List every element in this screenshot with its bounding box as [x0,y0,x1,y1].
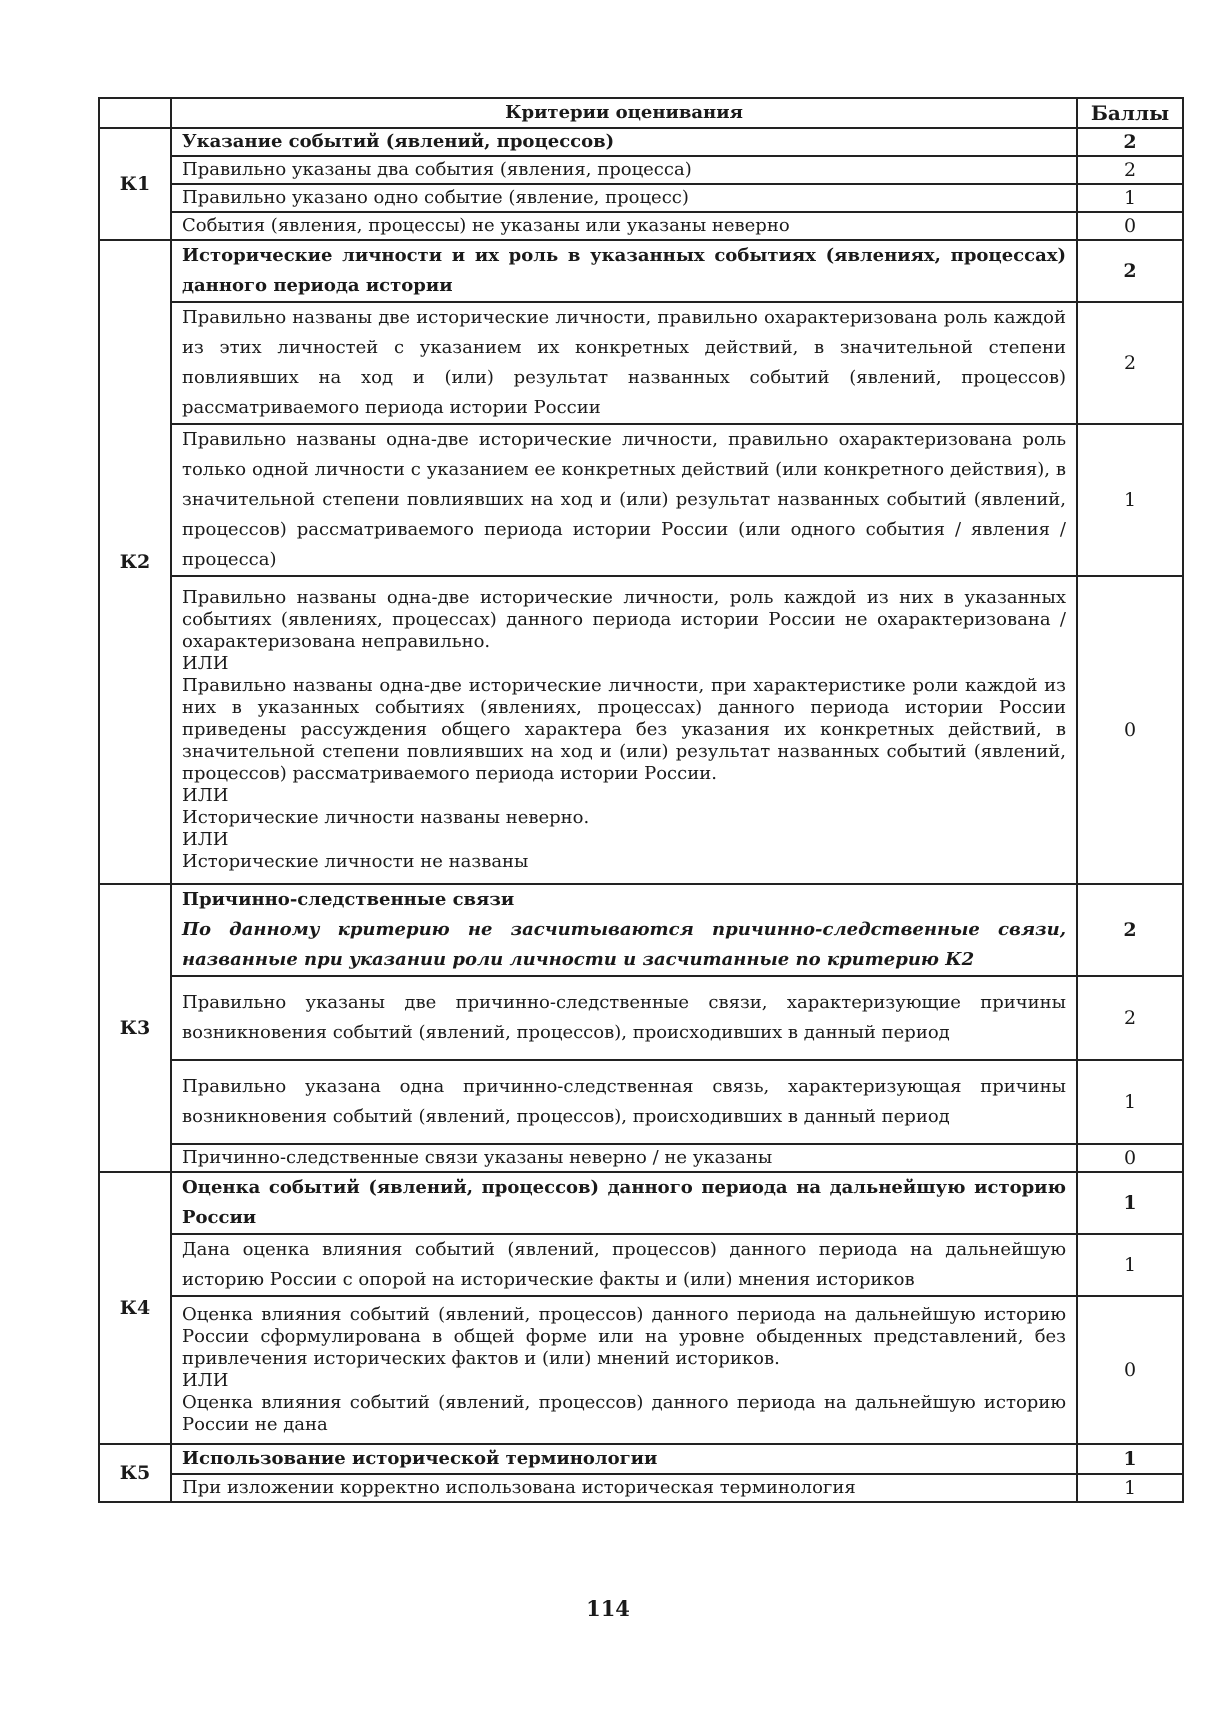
criteria-row [99,1444,1183,1474]
criteria-row [99,240,1183,302]
criterion-points: 2 [1077,302,1183,424]
or-separator: ИЛИ [182,1370,229,1391]
criteria-row [99,212,1183,240]
criterion-points: 1 [1077,1474,1183,1502]
or-separator: ИЛИ [182,785,229,806]
criterion-points: 1 [1077,1234,1183,1296]
criterion-points: 0 [1077,1296,1183,1444]
criterion-code: К4 [99,1172,171,1444]
criterion-description [171,1474,1077,1502]
criterion-description [171,576,1077,884]
criteria-row [99,302,1183,424]
criterion-points: 1 [1077,184,1183,212]
criterion-code: К2 [99,240,171,884]
header-code-cell [99,98,171,128]
criterion-text: При изложении корректно использована историческая терминология [182,1477,856,1498]
criterion-description [171,1296,1077,1444]
criterion-text: Правильно названы одна-две исторические личности, при характеристике роли каждой из них в указанных событиях (явлениях, процессах) данного периода истории России приведены рассуждения общего характера без указания их конкретных действий, в значительной степени повлиявших на ход и (или) результат названных событий (явлений, процессов) рассматриваемого периода истории России. [182,675,1066,784]
header-points: Баллы [1077,98,1183,128]
criterion-text: Исторические личности не названы [182,851,529,872]
criterion-text: Указание событий (явлений, процессов) [182,131,615,152]
criterion-points: 2 [1077,128,1183,156]
criterion-text: Правильно названы одна-две исторические личности, роль каждой из них в указанных событиях (явлениях, процессах) данного периода истории России не охарактеризована / охарактеризована неправильно. [182,587,1066,652]
criterion-text: Исторические личности и их роль в указанных событиях (явлениях, процессах) данного периода истории [182,245,1066,296]
criterion-points: 1 [1077,1444,1183,1474]
criterion-description [171,184,1077,212]
or-separator: ИЛИ [182,829,229,850]
criteria-row [99,1060,1183,1144]
criterion-text: Оценка влияния событий (явлений, процессов) данного периода на дальнейшую историю России не дана [182,1392,1066,1435]
criterion-text: Причинно-следственные связи указаны неверно / не указаны [182,1147,773,1168]
criterion-text: Дана оценка влияния событий (явлений, процессов) данного периода на дальнейшую историю России с опорой на исторические факты и (или) мнения историков [182,1239,1066,1290]
criterion-description [171,156,1077,184]
criterion-description [171,302,1077,424]
criterion-text: Правильно указана одна причинно-следственная связь, характеризующая причины возникновения событий (явлений, процессов), происходивших в данный период [182,1076,1066,1127]
criterion-text: Правильно названы две исторические личности, правильно охарактеризована роль каждой из этих личностей с указанием их конкретных действий, в значительной степени повлиявших на ход и (или) результат названных событий (явлений, процессов) рассматриваемого периода истории России [182,307,1066,418]
criterion-points: 2 [1077,156,1183,184]
criterion-points: 1 [1077,1060,1183,1144]
criterion-text: Использование исторической терминологии [182,1448,658,1469]
criteria-row [99,884,1183,976]
criterion-text: Оценка событий (явлений, процессов) данного периода на дальнейшую историю России [182,1177,1066,1228]
criterion-points: 2 [1077,240,1183,302]
criterion-note: По данному критерию не засчитываются причинно-следственные связи, названные при указании роли личности и засчитанные по критерию К2 [182,919,1066,970]
criteria-row [99,1474,1183,1502]
criteria-row [99,1172,1183,1234]
page-number: 114 [586,1596,630,1621]
criterion-points: 0 [1077,212,1183,240]
criterion-description [171,1234,1077,1296]
criterion-title [171,1444,1077,1474]
criterion-text: Правильно названы одна-две исторические личности, правильно охарактеризована роль только одной личности с указанием ее конкретных действий (или конкретного действия), в значительной степени повлиявших на ход и (или) результат названных событий (явлений, процессов) рассматриваемого периода истории России (или одного события / явления / процесса) [182,429,1066,570]
header-criteria: Критерии оценивания [171,98,1077,128]
criteria-row [99,1144,1183,1172]
criterion-title [171,884,1077,976]
criterion-code: К1 [99,128,171,240]
criteria-row [99,156,1183,184]
criterion-text: Исторические личности названы неверно. [182,807,590,828]
criterion-text: События (явления, процессы) не указаны или указаны неверно [182,215,790,236]
criterion-title [171,128,1077,156]
criterion-text: Правильно указано одно событие (явление, процесс) [182,187,689,208]
criteria-row [99,128,1183,156]
criteria-row [99,424,1183,576]
or-separator: ИЛИ [182,653,229,674]
criterion-points: 1 [1077,424,1183,576]
table-header-row [99,98,1183,128]
criterion-description [171,424,1077,576]
criterion-title [171,240,1077,302]
criterion-points: 2 [1077,884,1183,976]
criteria-row [99,976,1183,1060]
criterion-description [171,1144,1077,1172]
criteria-table [98,97,1184,1503]
criterion-description [171,1060,1077,1144]
criterion-points: 0 [1077,1144,1183,1172]
criterion-points: 1 [1077,1172,1183,1234]
criterion-description [171,212,1077,240]
criterion-points: 0 [1077,576,1183,884]
criterion-text: Оценка влияния событий (явлений, процессов) данного периода на дальнейшую историю России сформулирована в общей форме или на уровне обыденных представлений, без привлечения исторических фактов и (или) мнений историков. [182,1304,1066,1369]
criteria-row [99,1234,1183,1296]
criterion-title [171,1172,1077,1234]
criterion-text: Правильно указаны две причинно-следственные связи, характеризующие причины возникновения событий (явлений, процессов), происходивших в данный период [182,992,1066,1043]
criterion-code: К5 [99,1444,171,1502]
criteria-row [99,1296,1183,1444]
criterion-points: 2 [1077,976,1183,1060]
criterion-description [171,976,1077,1060]
criterion-text: Причинно-следственные связи [182,889,515,910]
criteria-row [99,184,1183,212]
criteria-row [99,576,1183,884]
criterion-text: Правильно указаны два события (явления, процесса) [182,159,692,180]
criterion-code: К3 [99,884,171,1172]
criteria-table-body [99,98,1183,1502]
